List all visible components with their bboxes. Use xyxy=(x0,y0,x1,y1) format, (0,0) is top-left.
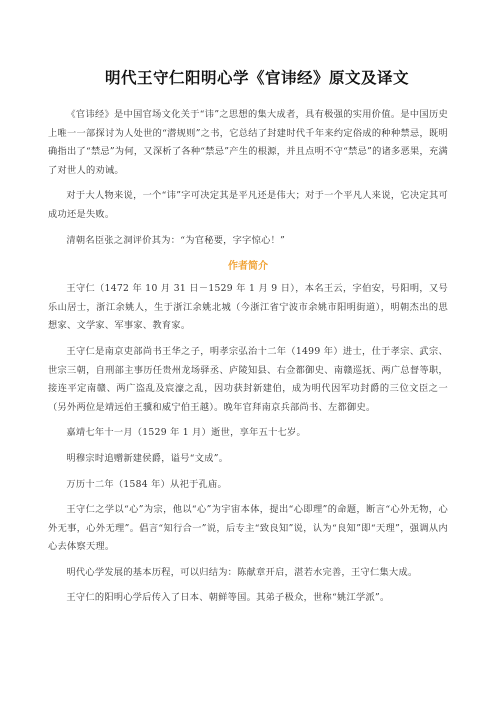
section-heading: 作者简介 xyxy=(228,261,268,273)
author-paragraph: 嘉靖七年十一月（1529 年 1 月）逝世，享年五十七岁。 xyxy=(66,427,307,439)
author-paragraph: 王守仁是南京吏部尚书王华之子，明孝宗弘治十二年（1499 年）进士，仕于孝宗、武宗、世宗三朝，自刑部主事历任贵州龙场驿丞、庐陵知县、右佥都御史、南赣巡抚、两广总督等职，接连平定南赣、两广盗乱及宸濠之乱，因功获封新建伯，成为明代因军功封爵的三位文臣之一（另外两位是靖远伯王骥和威宁伯王越）。晚年官拜南京兵部尚书、左都御史。 xyxy=(48,345,448,413)
author-paragraph: 明穆宗时追赠新建侯爵，谥号“文成”。 xyxy=(66,452,229,464)
author-paragraph: 万历十二年（1584 年）从祀于孔庙。 xyxy=(66,478,228,490)
document-title: 明代王守仁阳明心学《官讳经》原文及译文 xyxy=(104,69,409,87)
paragraph: 对于大人物来说，一个“讳”字可决定其是平凡还是伟大；对于一个平凡人来说，它决定其可成功还是失败。 xyxy=(48,190,448,220)
author-paragraph: 王守仁（1472 年 10 月 31 日－1529 年 1 月 9 日），本名王云，字伯安，号阳明，又号乐山居士，浙江余姚人，生于浙江余姚北城（今浙江省宁波市余姚市阳明街道），明朝杰出的思想家、文学家、军事家、教育家。 xyxy=(48,283,448,332)
author-paragraph: 明代心学发展的基本历程，可以归结为：陈献章开启，湛若水完善，王守仁集大成。 xyxy=(66,566,418,578)
author-paragraph: 王守仁之学以“心”为宗，他以“心”为宇宙本体，提出“心即理”的命题，断言“心外无物，心外无事，心外无理”。倡言“知行合一”说，后专主“致良知”说，认为“良知”即“天理”，强调从内心去体察天理。 xyxy=(48,504,448,553)
author-paragraph: 王守仁的阳明心学后传入了日本、朝鲜等国。其弟子极众，世称“姚江学派”。 xyxy=(66,592,390,604)
intro-paragraph: 《官讳经》是中国官场文化关于“讳”之思想的集大成者，具有极强的实用价值。是中国历史上唯一一部探讨为人处世的“潜规则”之书，它总结了封建时代千年来约定俗成的种种禁忌，既明确指出了“禁忌”为何，又深析了各种“禁忌”产生的根源，并且点明不守“禁忌”的诸多恶果，充满了对世人的劝诫。 xyxy=(48,109,448,176)
quote-paragraph: 清朝名臣张之洞评价其为：“为官秘要，字字惊心！” xyxy=(66,234,286,246)
